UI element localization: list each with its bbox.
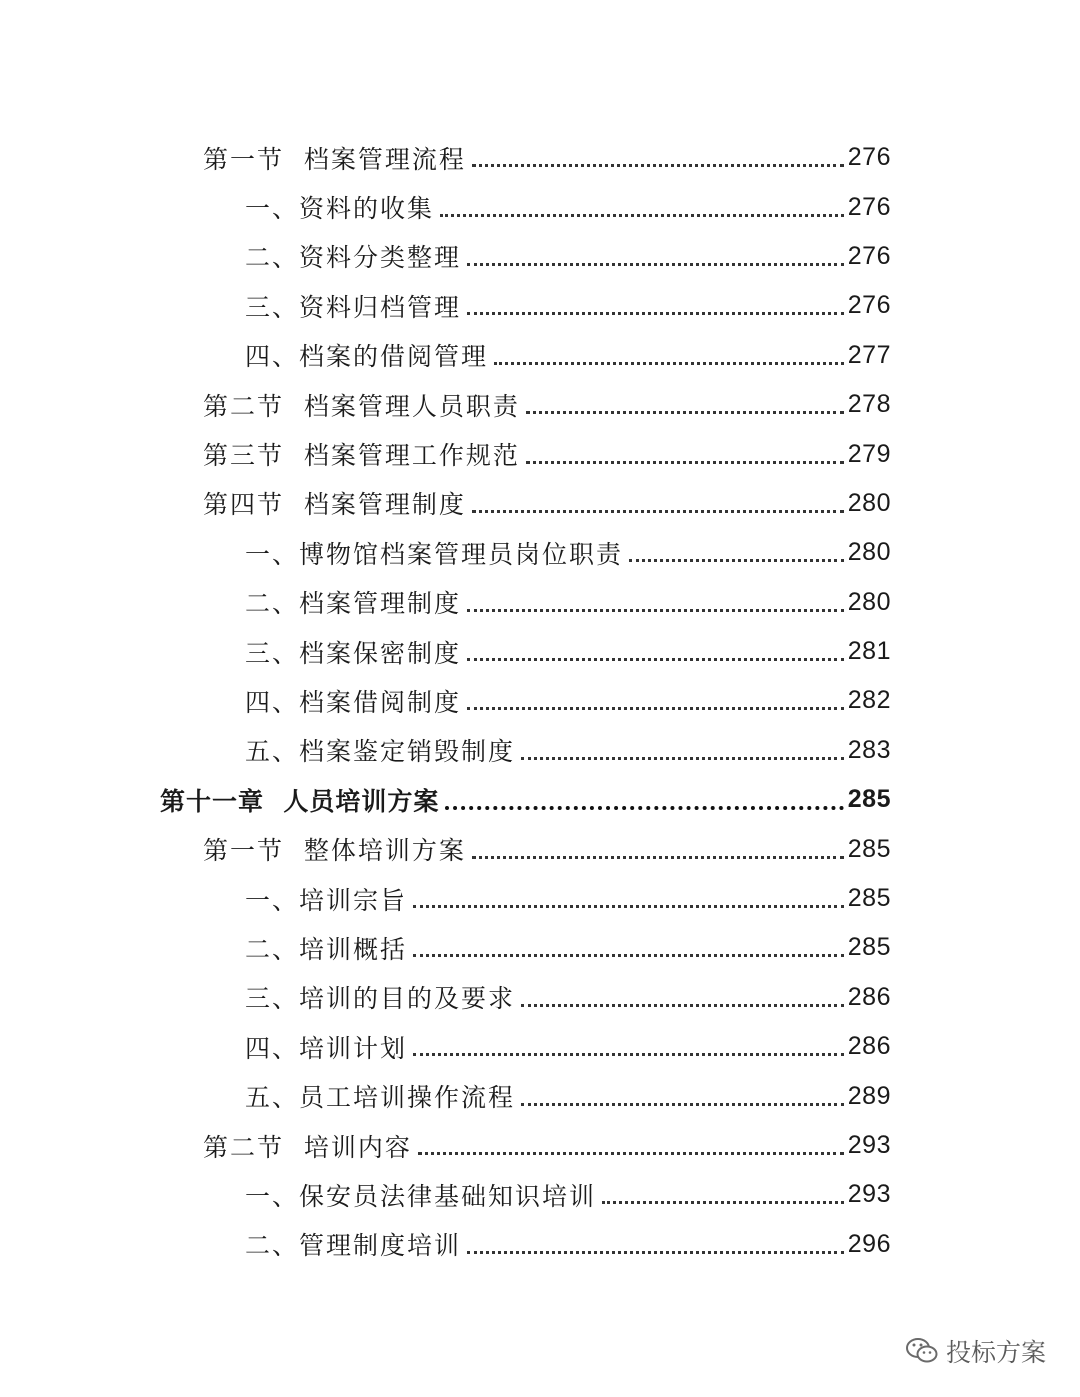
toc-dot-leader (467, 609, 844, 612)
watermark-text: 投标方案 (945, 1338, 1046, 1367)
watermark (906, 1333, 1046, 1369)
toc-entry[interactable] (0, 528, 1080, 577)
toc-entry-page-number: 280 (847, 488, 891, 517)
toc-entry-page-number: 280 (847, 587, 891, 616)
toc-dot-leader (494, 362, 844, 365)
toc-dot-leader (521, 1103, 844, 1106)
toc-entry-page-number: 276 (847, 291, 891, 320)
toc-entry[interactable] (0, 973, 1080, 1022)
toc-dot-leader (467, 707, 844, 710)
toc-entry-title: 一、培训宗旨 (245, 885, 408, 915)
toc-entry-page-number: 296 (847, 1229, 891, 1258)
toc-entry-title: 第三节 档案管理工作规范 (203, 441, 520, 471)
toc-entry[interactable] (0, 1170, 1080, 1219)
toc-dot-leader (440, 214, 844, 217)
toc-entry-page-number: 286 (847, 1032, 891, 1061)
toc-entry-title: 第一节 整体培训方案 (203, 836, 466, 866)
toc-entry-page-number: 283 (847, 735, 891, 764)
toc-dot-leader (526, 461, 844, 464)
toc-dot-leader (521, 757, 844, 760)
toc-entry-page-number: 289 (847, 1081, 891, 1110)
toc-entry-title: 四、档案的借阅管理 (245, 342, 489, 372)
toc-entry[interactable] (0, 627, 1080, 676)
toc-entry[interactable] (0, 1071, 1080, 1120)
toc-entry-title: 一、资料的收集 (245, 194, 435, 224)
toc-entry-page-number: 293 (847, 1180, 891, 1209)
toc-dot-leader (472, 164, 844, 167)
toc-entry-title: 第一节 档案管理流程 (203, 144, 466, 174)
toc-entry-title: 第二节 培训内容 (203, 1132, 412, 1162)
toc-entry-title: 二、资料分类整理 (245, 243, 462, 273)
toc-entry[interactable] (0, 775, 1080, 824)
toc-entry[interactable] (0, 133, 1080, 182)
toc-entry[interactable] (0, 874, 1080, 923)
toc-dot-leader (467, 658, 844, 661)
toc-entry-title: 四、档案借阅制度 (245, 687, 462, 717)
toc-entry-title: 二、培训概括 (245, 934, 408, 964)
toc-entry[interactable] (0, 429, 1080, 478)
toc-entry-title: 三、资料归档管理 (245, 292, 462, 322)
toc-entry-title: 二、管理制度培训 (245, 1231, 462, 1261)
toc-dot-leader (413, 954, 844, 957)
toc-entry-page-number: 279 (847, 439, 891, 468)
toc-entry-page-number: 276 (847, 192, 891, 221)
toc-dot-leader (467, 312, 844, 315)
toc-dot-leader (413, 1053, 844, 1056)
toc-entry[interactable] (0, 281, 1080, 330)
toc-entry-page-number: 293 (847, 1131, 891, 1159)
toc-entry-page-number: 277 (847, 340, 891, 369)
toc-entry[interactable] (0, 923, 1080, 972)
toc-entry[interactable] (0, 1121, 1080, 1170)
toc-entry-title: 五、员工培训操作流程 (245, 1083, 516, 1113)
toc-entry-page-number: 282 (847, 686, 891, 715)
toc-entry-title: 第二节 档案管理人员职责 (203, 391, 520, 421)
toc-dot-leader (602, 1201, 844, 1204)
toc-dot-leader (445, 806, 843, 810)
toc-entry-page-number: 285 (847, 834, 891, 863)
table-of-contents (0, 133, 1080, 1269)
toc-entry-title: 三、培训的目的及要求 (245, 984, 516, 1014)
toc-entry-page-number: 285 (847, 785, 891, 814)
toc-dot-leader (472, 856, 844, 859)
toc-entry-page-number: 285 (847, 884, 891, 913)
toc-entry-title: 四、培训计划 (245, 1033, 408, 1063)
wechat-icon (906, 1337, 938, 1365)
toc-entry-title: 一、保安员法律基础知识培训 (245, 1181, 597, 1211)
toc-entry[interactable] (0, 824, 1080, 873)
toc-entry-title: 三、档案保密制度 (245, 638, 462, 668)
toc-entry-title: 二、档案管理制度 (245, 589, 462, 619)
toc-entry[interactable] (0, 232, 1080, 281)
toc-entry-page-number: 286 (847, 982, 891, 1011)
toc-entry-title: 第四节 档案管理制度 (203, 490, 466, 520)
toc-entry-page-number: 276 (847, 241, 891, 270)
toc-entry[interactable] (0, 1022, 1080, 1071)
toc-entry-title: 一、博物馆档案管理员岗位职责 (245, 539, 624, 569)
toc-dot-leader (521, 1004, 844, 1007)
toc-entry[interactable] (0, 676, 1080, 725)
toc-entry[interactable] (0, 726, 1080, 775)
toc-entry-page-number: 285 (847, 933, 891, 962)
toc-dot-leader (629, 559, 844, 562)
toc-entry-page-number: 280 (847, 538, 891, 567)
toc-dot-leader (418, 1152, 844, 1155)
toc-dot-leader (526, 411, 844, 414)
toc-dot-leader (467, 263, 844, 266)
toc-entry-title: 五、档案鉴定销毁制度 (245, 737, 516, 767)
toc-entry-page-number: 281 (847, 637, 891, 666)
toc-entry-page-number: 276 (847, 143, 891, 172)
toc-entry-page-number: 278 (847, 390, 891, 419)
toc-entry[interactable] (0, 578, 1080, 627)
toc-entry-title: 第十一章 人员培训方案 (160, 786, 440, 816)
toc-dot-leader (413, 905, 844, 908)
toc-entry[interactable] (0, 331, 1080, 380)
toc-entry[interactable] (0, 1220, 1080, 1269)
toc-dot-leader (472, 510, 844, 513)
toc-dot-leader (467, 1251, 844, 1254)
toc-entry[interactable] (0, 182, 1080, 231)
toc-entry[interactable] (0, 479, 1080, 528)
toc-entry[interactable] (0, 380, 1080, 429)
